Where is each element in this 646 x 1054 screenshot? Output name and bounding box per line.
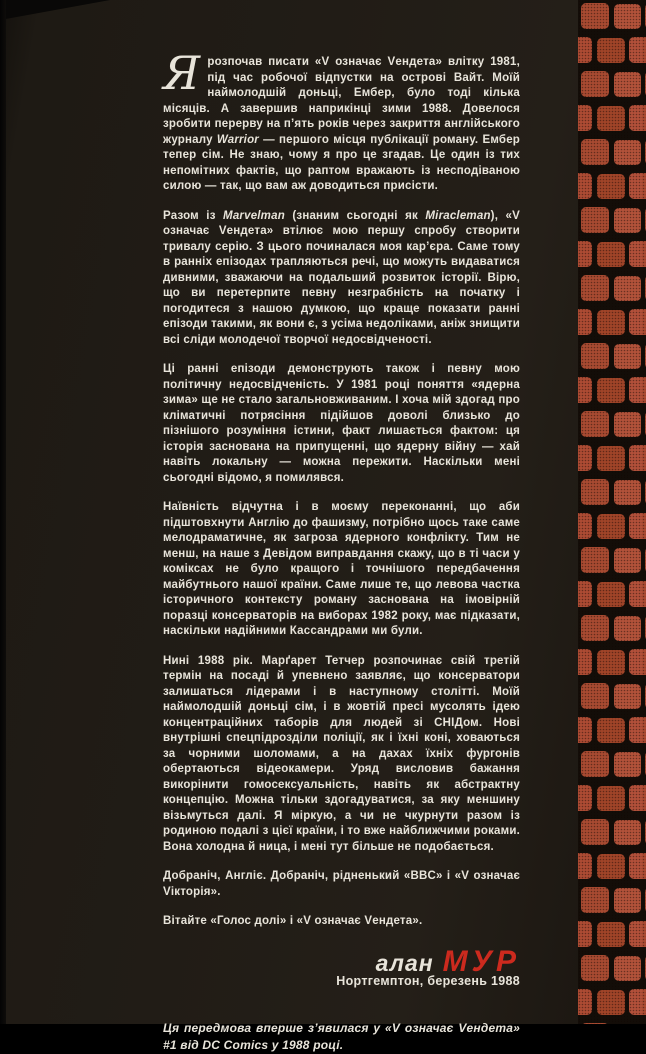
- paragraph: Наївність відчутна і в моєму переконанні, що аби підштовхнути Англію до фашизму, потрібно щось таке саме мелодраматичне, як загроза ядерного конфлікту. Тим не менш, на наше з Девідом виправдання скажу, що в ті часи у коміксах не було кращого і точнішого передбачення майбутнього нашої країни. Саме лише те, що левова частка історичного контексту роману заснована на імовірній поразці консерваторів на виборах 1982 року, має підказати, наскільки надійними Кассандрами ми були.: [163, 501, 520, 637]
- author-signature: [163, 944, 520, 990]
- paragraph: Добраніч, Англіє. Добраніч, рідненький «BBC» і «V означає Vікторія».: [163, 870, 520, 898]
- paragraph: Ці ранні епізоди демонструють також і певну мою політичну недосвідченість. У 1981 році поняття «ядерна зима» ще не стало загальновживаним. І хоча мій здогад про кліматичні потрясіння підійшов доволі близько до пізнішого розуміння істини, факт лишається фактом: ця історія заснована на припущенні, що ядерну війну — хай навіть локальну — можна пережити. Наскільки мені сьогодні відомо, я помилявся.: [163, 363, 520, 484]
- preface-text: [163, 46, 521, 1054]
- author-surname: МУР: [442, 944, 520, 978]
- paragraph: Разом із Marvelman (знаним сьогодні як Miracleman), «V означає Vендета» втілює мою першу спробу створити тривалу серію. З цього починалася моя кар’єра. Саме тому в ранніх епізодах трапляються речі, що можуть видаватися дивними, зважаючи на подальший розвиток історії. Вірю, що ви перетерпите певну незграбність на початку і погодитеся з нашою думкою, що краще показати ранні епізоди такими, як вони є, з усіма недоліками, аніж знищити всі сліди молодечої творчої недосвідченості.: [163, 209, 520, 346]
- author-first-name: алан: [375, 949, 434, 976]
- author-name: [163, 944, 520, 978]
- page-corner-shadow: [0, 0, 110, 20]
- preface-paragraphs: [163, 46, 521, 930]
- signature-dateline: Нортгемптон, березень 1988: [336, 974, 520, 988]
- footnote: Ця передмова вперше з’явилася у «V означає Vендета» #1 від DC Comics у 1988 році.: [163, 1020, 520, 1052]
- drop-cap: Я: [163, 46, 201, 100]
- paragraph: Вітайте «Голос долі» і «V означає Vендета».: [163, 915, 423, 927]
- paragraph: Нині 1988 рік. Марґарет Тетчер розпочинає свій третій термін на посаді й упевнено заявляє, що консерватори залишаться лідерами і в наступному столітті. Моїй наймолодшій доньці сім, і в жовтій пресі мусолять ідею концентраційних таборів для людей зі СНІДом. Нові внутрішні спецпідрозділи поліції, як і їхні коні, ховаються за чорними шоломами, а на дахах їхніх фургонів обертаються відеокамери. Уряд висловив бажання викорінити гомосексуальність, навіть як абстрактну концепцію. Можна тільки здогадуватися, за яку меншину візьмуться далі. Я міркую, а чи не чкурнути разом із родиною подалі з цієї країни, і то вже найближчими роками. Вона холодна й ница, і мені тут більше не подобається.: [163, 654, 520, 853]
- page-spine-edge: [0, 0, 6, 1024]
- paragraph: Ярозпочав писати «V означає Vендета» влітку 1981, під час робочої відпустки на острові Вайт. Моїй наймолодшій доньці, Ембер, було тоді кілька місяців. А завершив наприкінці зими 1988. Довелося зробити перерву на п’ять років через закриття англійського журналу Warrior — першого місця публікації роману. Ембер тепер сім. Не знаю, чому я про це згадав. Це один із тих непомітних фактів, що раптом вражають із несподіваною силою — так, що вам аж доводиться присісти.: [163, 46, 521, 192]
- brick-wall-texture: [578, 0, 646, 1024]
